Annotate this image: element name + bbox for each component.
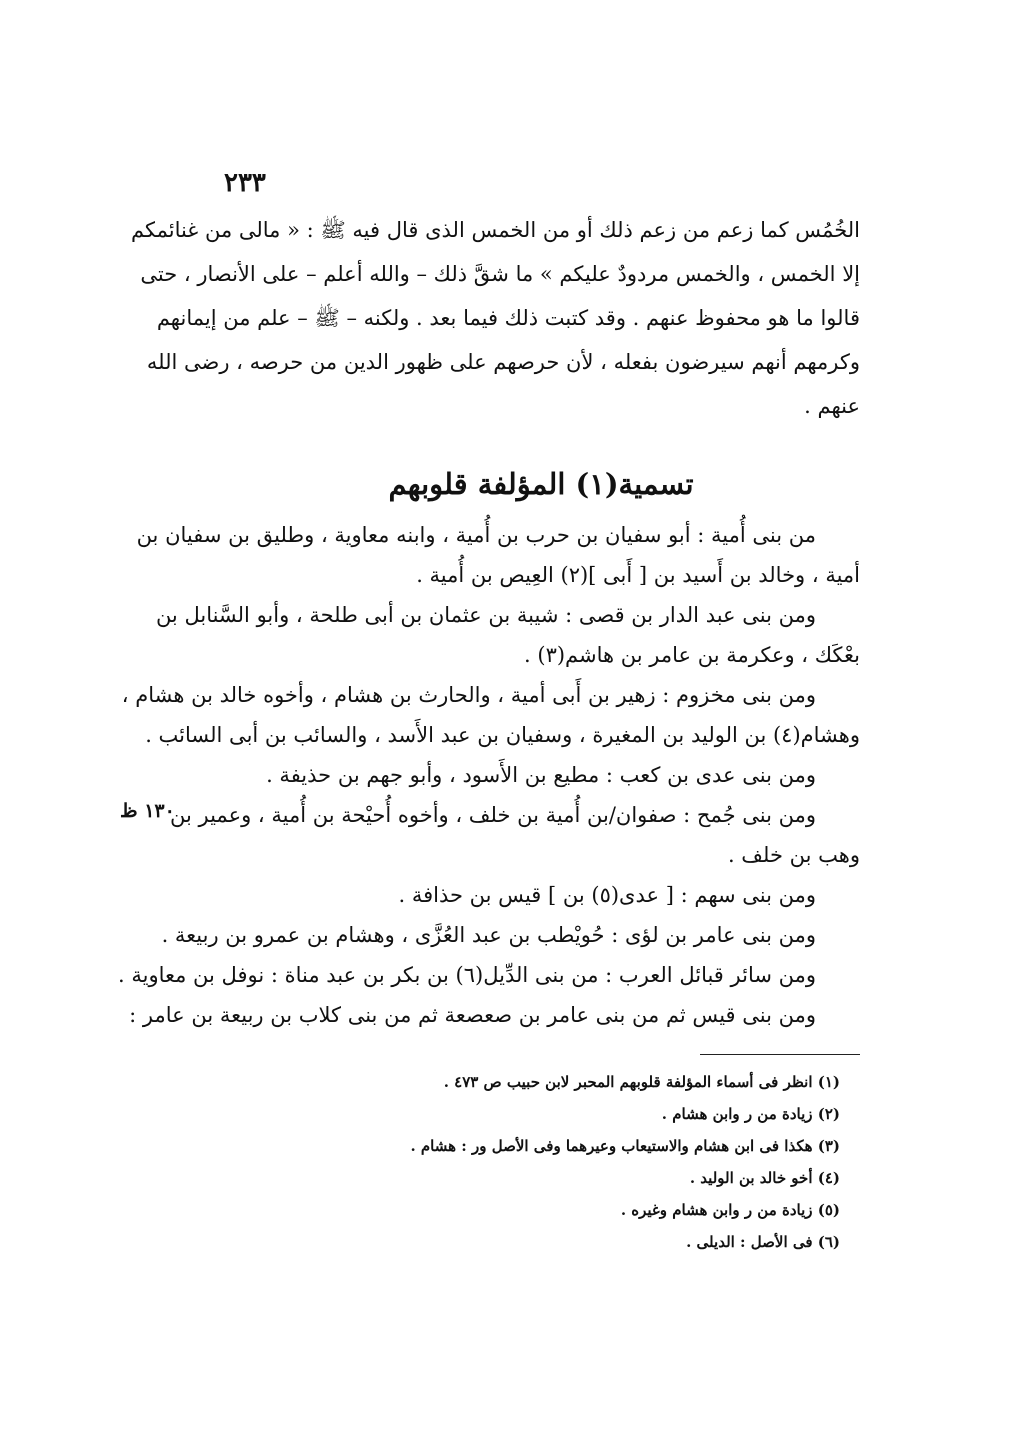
footnote: (٥) زيادة من ر وابن هشام وغيره . xyxy=(620,1201,840,1219)
footnote: (٢) زيادة من ر وابن هشام . xyxy=(661,1105,840,1123)
footnotes xyxy=(222,1066,840,1258)
footnote: (٣) هكذا فى ابن هشام والاستيعاب وعيرهما وفى الأصل ور : هشام . xyxy=(410,1137,840,1155)
body-line: ومن بنى جُمح : صفوان/بن أُمية بن خلف ، وأخوه أُحيْحة بن أُمية ، وعمير بن xyxy=(170,803,816,827)
body-line: ومن بنى قيس ثم من بنى عامر بن صعصعة ثم من بنى كلاب بن ربيعة بن عامر : xyxy=(129,1003,816,1027)
page-number: ٢٣٣ xyxy=(224,168,266,198)
intro-line: إلا الخمس ، والخمس مردودٌ عليكم » ما شقَّ ذلك – والله أعلم – على الأنصار ، حتى xyxy=(140,262,860,286)
body-line: من بنى أُمية : أبو سفيان بن حرب بن أُمية ، وابنه معاوية ، وطليق بن سفيان بن xyxy=(136,523,816,547)
intro-line: وكرمهم أنهم سيرضون بفعله ، لأن حرصهم على ظهور الدين من حرصه ، رضى الله xyxy=(146,350,860,374)
body-line: بعْكَك ، وعكرمة بن عامر بن هاشم(٣) . xyxy=(524,643,860,667)
section-heading: تسمية(١) المؤلفة قلوبهم xyxy=(388,467,694,501)
intro-line: الخُمُس كما زعم من زعم ذلك أو من الخمس الذى قال فيه ﷺ : « مالى من غنائمكم xyxy=(131,218,860,242)
body-line: وهب بن خلف . xyxy=(727,843,860,867)
body-line: ومن بنى عبد الدار بن قصى : شيبة بن عثمان بن أبى طلحة ، وأبو السَّنابل بن xyxy=(155,603,816,627)
body-line: ومن بنى عدى بن كعب : مطيع بن الأَسود ، وأبو جهم بن حذيفة . xyxy=(266,763,816,787)
intro-line: قالوا ما هو محفوظ عنهم . وقد كتبت ذلك فيما بعد . ولكنه – ﷺ – علم من إيمانهم xyxy=(156,306,860,330)
body-line: وهشام(٤) بن الوليد بن المغيرة ، وسفيان بن عبد الأَسد ، والسائب بن أبى السائب . xyxy=(145,723,860,747)
marginal-folio-note: ١٣٠ ظ xyxy=(120,800,175,822)
body-line: ومن بنى سهم : [ عدى(٥) بن ] قيس بن حذافة . xyxy=(398,883,816,907)
body-line: ومن بنى عامر بن لؤى : حُويْطب بن عبد العُزَّى ، وهشام بن عمرو بن ربيعة . xyxy=(161,923,816,947)
footnote-divider xyxy=(700,1054,860,1055)
intro-paragraph xyxy=(131,208,860,428)
footnote: (١) انظر فى أسماء المؤلفة قلوبهم المحبر لابن حبيب ص ٤٧٣ . xyxy=(443,1073,840,1091)
footnote: (٤) أخو خالد بن الوليد . xyxy=(689,1169,840,1187)
body-line: ومن بنى مخزوم : زهير بن أَبى أمية ، والحارث بن هشام ، وأخوه خالد بن هشام ، xyxy=(121,683,816,707)
footnote: (٦) فى الأصل : الديلى . xyxy=(686,1233,840,1251)
body-line: أمية ، وخالد بن أَسيد بن [ أَبى ](٢) العِيص بن أُمية . xyxy=(416,563,860,587)
intro-line: عنهم . xyxy=(804,394,860,418)
body-line: ومن سائر قبائل العرب : من بنى الدِّيل(٦) بن بكر بن عبد مناة : نوفل بن معاوية . xyxy=(117,963,816,987)
